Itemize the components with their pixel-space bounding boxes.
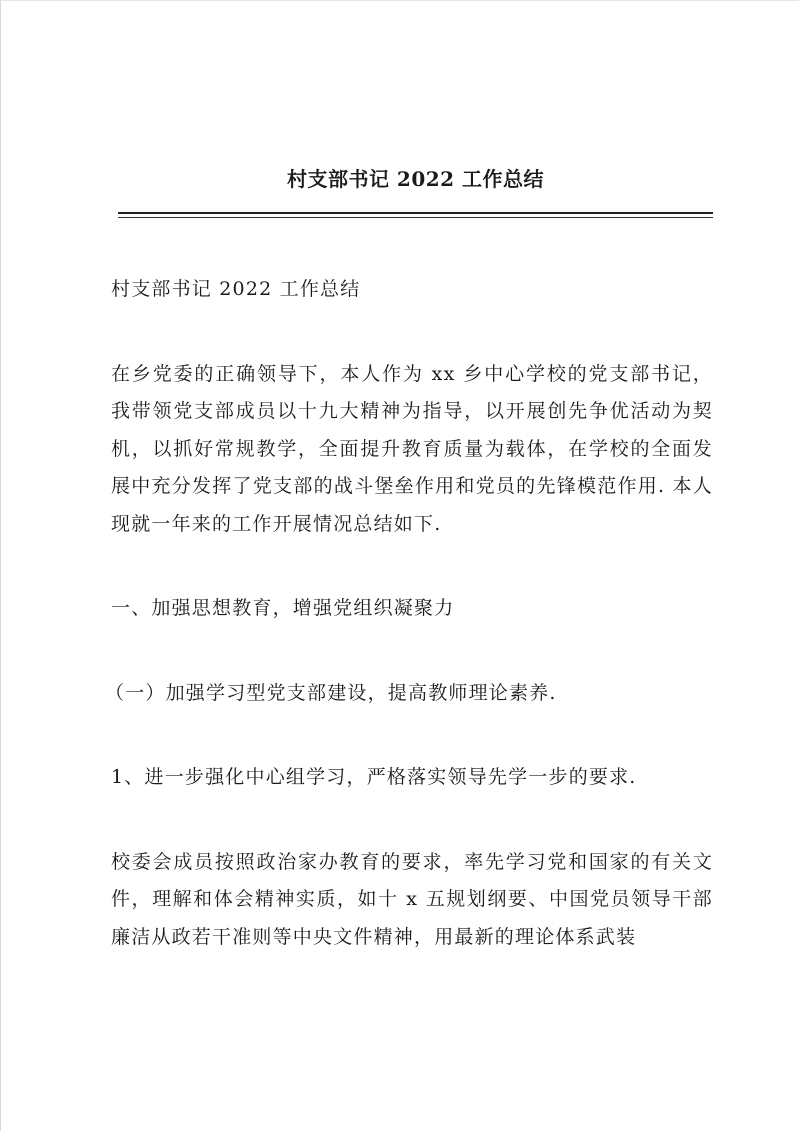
section-heading-1: 一、加强思想教育，增强党组织凝聚力 xyxy=(111,597,455,619)
header-divider-thick xyxy=(118,212,713,214)
item-heading-1: 1、进一步强化中心组学习，严格落实领导先学一步的要求. xyxy=(111,766,637,788)
document-body xyxy=(105,271,713,1003)
body-paragraph: 校委会成员按照政治家办教育的要求，率先学习党和国家的有关文件，理解和体会精神实质，如十 x 五规划纲要、中国党员领导干部廉洁从政若干准则等中央文件精神，用最新的理论体系武装 xyxy=(111,850,713,948)
subsection-heading-1: （一）加强学习型党支部建设，提高教师理论素养. xyxy=(105,681,557,704)
page-title: 村支部书记 2022 工作总结 xyxy=(286,167,545,191)
intro-paragraph: 在乡党委的正确领导下，本人作为 xx 乡中心学校的党支部书记，我带领党支部成员以十九大精神为指导，以开展创先争优活动为契机，以抓好常规教学，全面提升教育质量为载体，在学校的全面发展中充分发挥了党支部的战斗堡垒作用和党员的先锋模范作用. 本人现就一年来的工作开展情况总结如下. xyxy=(111,362,713,535)
doc-heading: 村支部书记 2022 工作总结 xyxy=(111,278,361,300)
header-divider-thin xyxy=(118,217,713,218)
